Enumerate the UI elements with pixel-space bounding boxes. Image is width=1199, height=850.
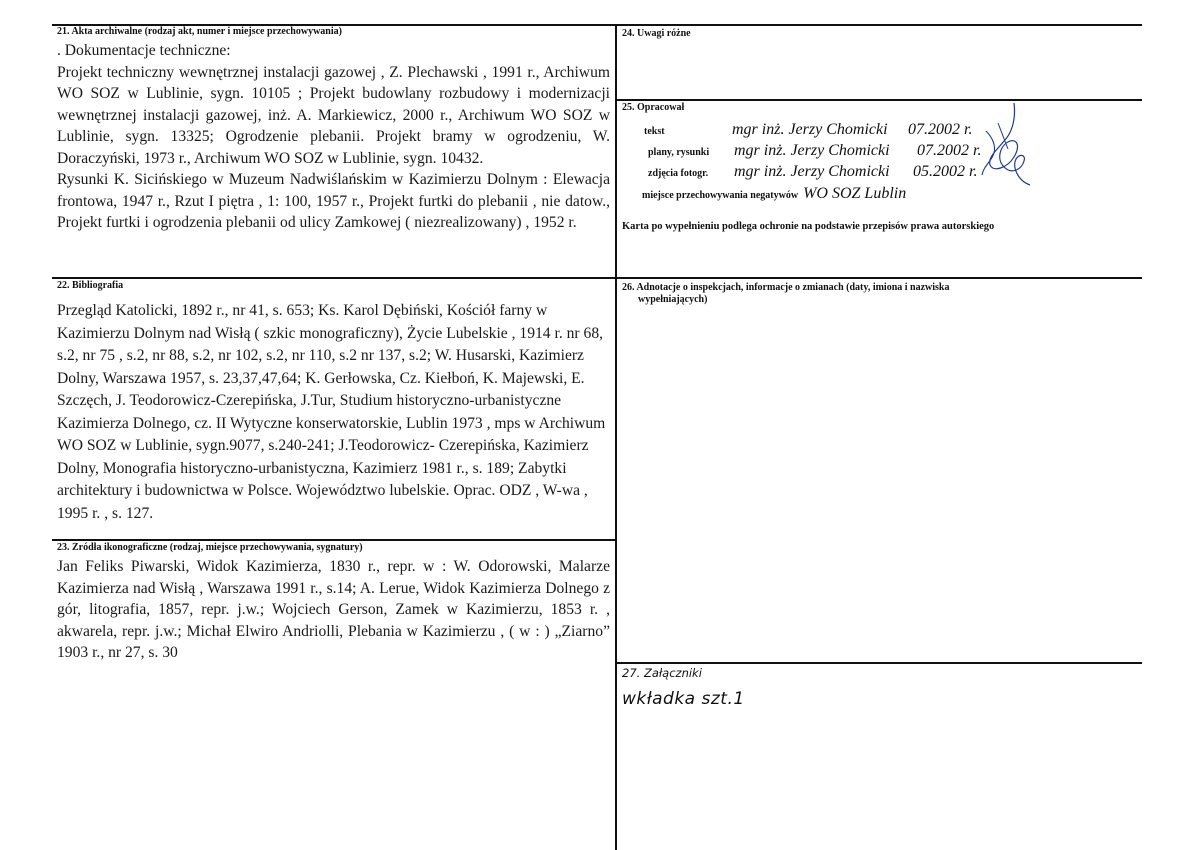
- section-26-heading-line2: wypełniających): [638, 294, 708, 305]
- negatives-label: miejsce przechowywania negatywów: [642, 190, 799, 201]
- section-25-heading: 25. Opracował: [622, 102, 685, 113]
- section-22-bibliography: [57, 280, 610, 538]
- negatives-storage-row: [642, 185, 906, 203]
- section-25-prepared-by: [622, 101, 1142, 276]
- section-23-text: Jan Feliks Piwarski, Widok Kazimierza, 1830 r., repr. w : W. Odorowski, Malarze Kazimierza nad Wisłą , Warszawa 1991 r., s.14; A. Lerue, Widok Kazimierza Dolnego z gór, litografia, 1857, repr. j.w.; Wojciech Gerson, Zamek w Kazimierzu, 1853 r. , akwarela, repr. j.w.; Michał Elwiro Andriolli, Plebania w Kazimierzu , ( w : ) „Ziarno” 1903 r., nr 27, s. 30: [57, 558, 610, 661]
- section-24-remarks: [622, 28, 1137, 98]
- prepared-row-date: 07.2002 r.: [908, 121, 973, 138]
- section-21-text: Projekt techniczny wewnętrznej instalacji gazowej , Z. Plechawski , 1991 r., Archiwum WO SOZ w Lublinie, sygn. 10105 ; Projekt budowlany rozbudowy i modernizacji wewnętrznej instalacji gazowej, inż. A. Markiewicz, 2000 r., Archiwum WO SOZ w Lublinie, sygn. 13325; Ogrodzenie plebanii. Projekt bramy w ogrodzeniu, W. Doraczyński, 1973 r., Archiwum WO SOZ w Lublinie, sygn. 10432.: [57, 63, 610, 167]
- prepared-row-name: mgr inż. Jerzy Chomicki: [734, 163, 890, 180]
- section-22-top-line: [52, 277, 1142, 279]
- section-23-heading: 23. Źródła ikonograficzne (rodzaj, miejsce przechowywania, sygnatury): [57, 542, 363, 553]
- section-21-body: [57, 40, 610, 234]
- prepared-row-name: mgr inż. Jerzy Chomicki: [734, 142, 890, 159]
- section-27-attachment-text: wkładka szt.1: [622, 689, 745, 709]
- prepared-row-text: [644, 121, 972, 139]
- prepared-row-date: 07.2002 r.: [917, 142, 982, 159]
- handwritten-signature: [974, 101, 1034, 187]
- prepared-row-label: zdjęcia fotogr.: [648, 168, 709, 179]
- prepared-row-label: tekst: [644, 126, 665, 137]
- section-21-text2: Rysunki K. Sicińskiego w Muzeum Nadwiślańskim w Kazimierzu Dolnym : Elewacja frontowa, 1947 r., Rzut I piętra , 1: 100, 1957 r., Projekt furtki do plebanii , nie datow., Projekt furtki i ogrodzenia plebanii od ulicy Zamkowej ( niezrealizowany) , 1952 r.: [57, 171, 610, 231]
- section-22-text: Przegląd Katolicki, 1892 r., nr 41, s. 653; Ks. Karol Dębiński, Kościół farny w Kazimierzu Dolnym nad Wisłą ( szkic monograficzny), Życie Lubelskie , 1914 r. nr 68, s.2, nr 75 , s.2, nr 88, s.2, nr 102, s.2, nr 110, s.2 nr 137, s.2; W. Husarski, Kazimierz Dolny, Warszawa 1957, s. 23,37,47,64; K. Gerłowska, Cz. Kiełboń, K. Majewski, E. Szczęch, J. Teodorowicz-Czerepińska, J.Tur, Studium historyczno-urbanistyczne Kazimierza Dolnego, cz. II Wytyczne konserwatorskie, Lublin 1973 , mps w Archiwum WO SOZ w Lublinie, sygn.9077, s.240-241; J.Teodorowicz- Czerepińska, Kazimierz Dolny, Monografia historyczno-urbanistyczna, Kazimierz 1981 r., s. 189; Zabytki architektury i budownictwa w Polsce. Województwo lubelskie. Oprac. ODZ , W-wa , 1995 r. , s. 127.: [57, 302, 606, 522]
- prepared-row-photos: [648, 163, 977, 181]
- section-21-line1: . Dokumentacje techniczne:: [57, 42, 231, 59]
- negatives-value: WO SOZ Lublin: [803, 185, 907, 202]
- section-21-archival-records: [57, 26, 610, 276]
- section-26-annotations: [622, 282, 1137, 660]
- section-27-attachments: [622, 666, 1137, 766]
- section-26-heading-line1: 26. Adnotacje o inspekcjach, informacje o zmianach (daty, imiona i nazwiska: [622, 282, 950, 293]
- section-21-heading: 21. Akta archiwalne (rodzaj akt, numer i miejsce przechowywania): [57, 26, 342, 37]
- section-27-top-line: [615, 662, 1142, 664]
- prepared-row-date: 05.2002 r.: [913, 163, 978, 180]
- section-23-top-line: [52, 539, 616, 541]
- prepared-row-drawings: [648, 142, 981, 160]
- prepared-row-label: plany, rysunki: [648, 147, 710, 158]
- column-divider-line: [615, 24, 617, 850]
- section-22-body: [57, 300, 610, 525]
- prepared-row-name: mgr inż. Jerzy Chomicki: [732, 121, 888, 138]
- signature-stroke: [998, 123, 1008, 149]
- section-22-heading: 22. Bibliografia: [57, 280, 124, 291]
- section-24-heading: 24. Uwagi różne: [622, 28, 691, 39]
- section-23-body: [57, 556, 610, 664]
- copyright-notice: Karta po wypełnieniu podlega ochronie na podstawie przepisów prawa autorskiego: [622, 221, 995, 232]
- section-27-heading: 27. Załączniki: [622, 666, 702, 680]
- section-23-iconographic-sources: [57, 542, 610, 702]
- signature-stroke: [990, 103, 1030, 185]
